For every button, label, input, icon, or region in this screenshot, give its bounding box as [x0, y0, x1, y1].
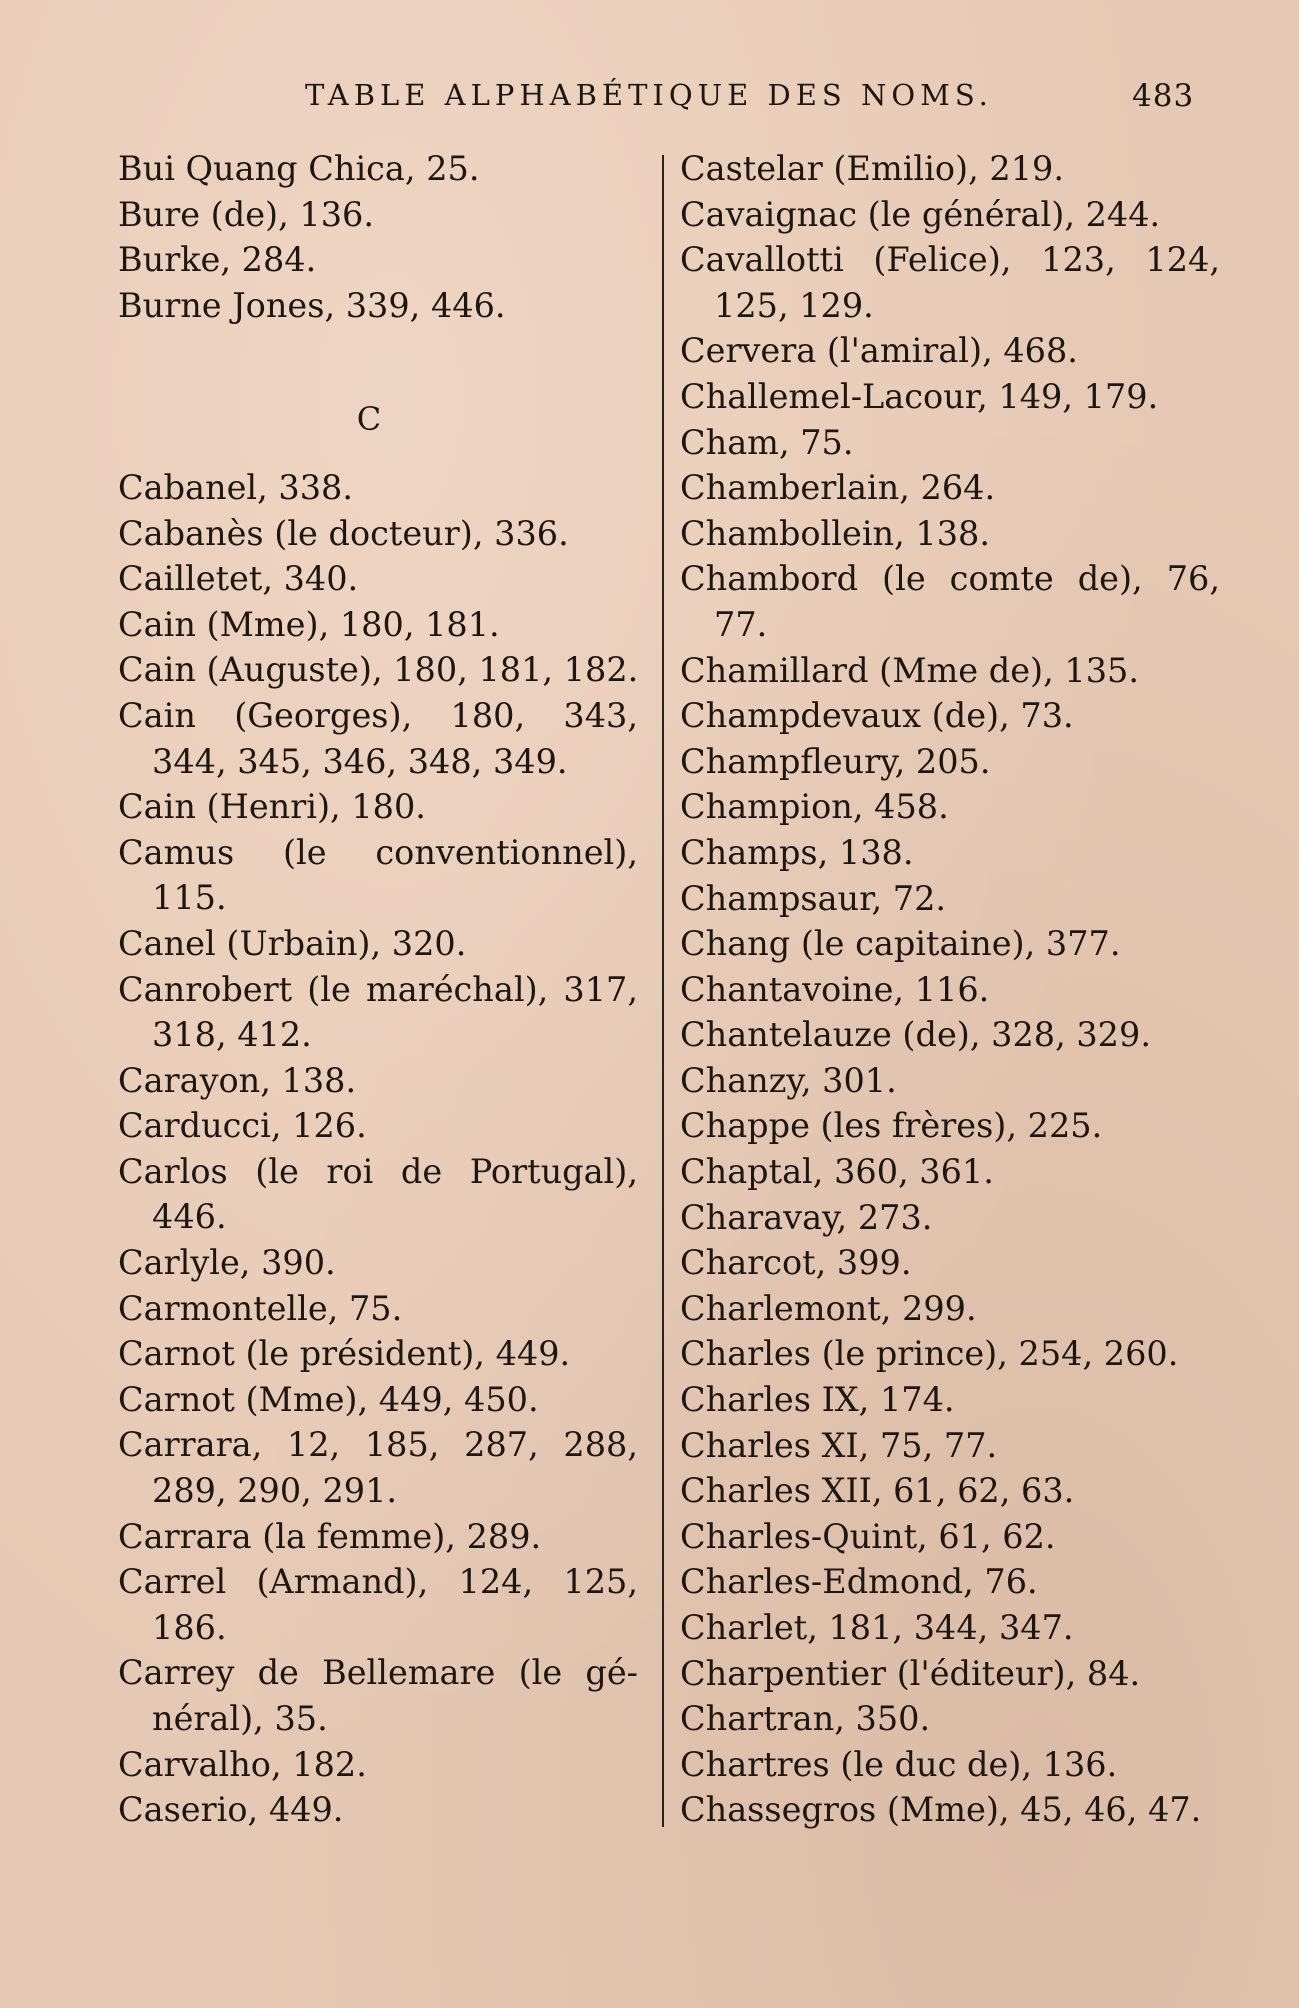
index-entry: [118, 1377, 638, 1423]
index-entry-line: Carrara, 12, 185, 287, 288,: [118, 1425, 638, 1465]
index-entry: [680, 1696, 1220, 1742]
index-entry-continuation: 125, 129.: [714, 285, 874, 325]
index-entry-line: Cain (Georges), 180, 343,: [118, 695, 638, 735]
index-entry-line: Cain (Henri), 180.: [118, 787, 426, 827]
index-entry: [680, 237, 1220, 328]
index-entry-line: Charpentier (l'éditeur), 84.: [680, 1653, 1141, 1693]
index-entry-line: Chantelauze (de), 328, 329.: [680, 1015, 1151, 1055]
index-entry-line: Cain (Mme), 180, 181.: [118, 604, 500, 644]
index-entry: [680, 1286, 1220, 1332]
index-entry-line: Charlemont, 299.: [680, 1288, 977, 1328]
index-entry-line: Carnot (Mme), 449, 450.: [118, 1379, 539, 1419]
index-entry-line: Chamberlain, 264.: [680, 468, 996, 508]
index-entry-line: Camus (le conventionnel),: [118, 832, 638, 872]
index-entry: [118, 830, 638, 921]
index-entry-line: Carlos (le roi de Portugal),: [118, 1151, 638, 1191]
index-entry-line: Castelar (Emilio), 219.: [680, 149, 1064, 188]
index-entry: [680, 1331, 1220, 1377]
index-entry-line: Champsaur, 72.: [680, 878, 947, 918]
index-entry-line: Charles XI, 75, 77.: [680, 1425, 998, 1465]
index-entry: [680, 556, 1220, 647]
index-entry: [680, 328, 1220, 374]
index-entry-line: Chantavoine, 116.: [680, 969, 990, 1009]
index-entry: [680, 1377, 1220, 1423]
index-entry-line: Cervera (l'amiral), 468.: [680, 331, 1078, 371]
index-entry-continuation: 77.: [714, 604, 768, 644]
index-entry: [680, 693, 1220, 739]
index-entry: [118, 1787, 638, 1833]
index-entry-line: Cavallotti (Felice), 123, 124,: [680, 240, 1220, 280]
index-entry-line: Carmontelle, 75.: [118, 1288, 403, 1328]
page-header: [0, 78, 1299, 118]
index-entry: [680, 1742, 1220, 1788]
index-entry: [118, 784, 638, 830]
index-entry: [680, 739, 1220, 785]
index-entry-line: Champfleury, 205.: [680, 741, 991, 781]
index-entry: [118, 237, 638, 283]
index-entry: [680, 1559, 1220, 1605]
index-entry: [680, 146, 1220, 192]
index-entry: [118, 146, 638, 192]
index-entry: [680, 1651, 1220, 1697]
index-entry-line: Charles (le prince), 254, 260.: [680, 1334, 1179, 1374]
index-entry-line: Chamillard (Mme de), 135.: [680, 650, 1140, 690]
index-entry-line: Cailletet, 340.: [118, 559, 359, 599]
index-entry: [680, 374, 1220, 420]
index-entry-line: Canel (Urbain), 320.: [118, 923, 467, 963]
index-entry-line: Burne Jones, 339, 446.: [118, 285, 506, 325]
index-entry: [680, 1012, 1220, 1058]
index-entry: [680, 1514, 1220, 1560]
index-entry-line: Charavay, 273.: [680, 1197, 933, 1237]
index-entry-line: Cham, 75.: [680, 422, 854, 462]
index-entry-line: Carducci, 126.: [118, 1106, 367, 1146]
index-entry-continuation: 344, 345, 346, 348, 349.: [152, 741, 568, 781]
index-entry: [680, 1423, 1220, 1469]
index-entry-line: Cabanel, 338.: [118, 467, 354, 507]
running-head: TABLE ALPHABÉTIQUE DES NOMS.: [305, 78, 993, 112]
index-entry: [680, 1605, 1220, 1651]
index-entry: [118, 967, 638, 1058]
index-entry: [118, 693, 638, 784]
index-entry-line: Charles XII, 61, 62, 63.: [680, 1471, 1075, 1511]
index-column-right: [680, 146, 1220, 1833]
index-entry: [680, 1240, 1220, 1286]
index-entry: [118, 1331, 638, 1377]
index-entry: [118, 1058, 638, 1104]
index-entry-line: Chaptal, 360, 361.: [680, 1152, 994, 1192]
index-entry-line: Challemel-Lacour, 149, 179.: [680, 376, 1159, 416]
index-entry: [118, 1240, 638, 1286]
index-entry-line: Canrobert (le maréchal), 317,: [118, 969, 638, 1009]
index-column-left: [118, 146, 638, 1833]
index-entry-line: Charles IX, 174.: [680, 1380, 955, 1420]
index-entry: [680, 967, 1220, 1013]
index-entry-line: Cabanès (le docteur), 336.: [118, 513, 569, 553]
index-entry-line: Carayon, 138.: [118, 1060, 357, 1100]
index-entry-line: Charles-Quint, 61, 62.: [680, 1516, 1056, 1556]
index-entry-continuation: néral), 35.: [152, 1699, 328, 1738]
index-entry: [118, 921, 638, 967]
index-entry: [680, 1195, 1220, 1241]
index-entry: [118, 556, 638, 602]
index-entry-line: Chang (le capitaine), 377.: [680, 924, 1121, 964]
index-entry-line: Charlet, 181, 344, 347.: [680, 1608, 1074, 1647]
column-divider: [662, 155, 664, 1827]
index-entry: [680, 830, 1220, 876]
index-entry-line: Chartran, 350.: [680, 1699, 931, 1739]
index-entry-line: Chambollein, 138.: [680, 513, 990, 553]
index-entry: [118, 1742, 638, 1788]
index-entry: [680, 1058, 1220, 1104]
index-entry: [118, 1103, 638, 1149]
index-entry-line: Bui Quang Chica, 25.: [118, 149, 480, 188]
index-entry: [118, 1559, 638, 1650]
index-entry: [118, 602, 638, 648]
index-entry: [680, 465, 1220, 511]
index-entry: [680, 1149, 1220, 1195]
index-entry: [680, 784, 1220, 830]
index-entry-line: Caserio, 449.: [118, 1790, 344, 1830]
index-entry-continuation: 115.: [152, 878, 227, 918]
index-entry-line: Chambord (le comte de), 76,: [680, 559, 1220, 599]
section-spacer: [118, 328, 638, 374]
index-entry-line: Champdevaux (de), 73.: [680, 696, 1074, 736]
index-entry: [118, 1650, 638, 1741]
index-entry-line: Charles-Edmond, 76.: [680, 1562, 1038, 1602]
index-entry-line: Chassegros (Mme), 45, 46, 47.: [680, 1790, 1202, 1830]
index-entry: [118, 1422, 638, 1513]
index-entry-line: Carrara (la femme), 289.: [118, 1516, 542, 1556]
index-entry: [118, 1286, 638, 1332]
index-entry: [118, 283, 638, 329]
index-entry: [680, 511, 1220, 557]
index-entry-line: Charcot, 399.: [680, 1243, 912, 1283]
index-entry-line: Champs, 138.: [680, 832, 914, 872]
index-entry-line: Bure (de), 136.: [118, 194, 374, 234]
page-number: 483: [1132, 78, 1195, 114]
index-entry-continuation: 446.: [152, 1197, 227, 1237]
index-entry-continuation: 186.: [152, 1607, 227, 1647]
index-entry-line: Burke, 284.: [118, 240, 317, 280]
index-entry: [118, 192, 638, 238]
index-entry-line: Champion, 458.: [680, 787, 949, 827]
section-letter-heading: C: [356, 399, 382, 438]
index-entry: [680, 921, 1220, 967]
index-entry: [680, 420, 1220, 466]
index-entry-continuation: 318, 412.: [152, 1015, 312, 1055]
index-entry: [118, 511, 638, 557]
index-entry: [680, 876, 1220, 922]
index-entry: [680, 1103, 1220, 1149]
index-entry: [118, 465, 638, 511]
index-entry: [680, 1787, 1220, 1833]
index-entry: [680, 192, 1220, 238]
index-entry-line: Carrel (Armand), 124, 125,: [118, 1562, 638, 1602]
index-entry-line: Chanzy, 301.: [680, 1060, 897, 1100]
index-entry-line: Carrey de Bellemare (le gé-: [118, 1653, 638, 1693]
index-entry-line: Cain (Auguste), 180, 181, 182.: [118, 650, 639, 690]
index-entry: [680, 648, 1220, 694]
index-entry-continuation: 289, 290, 291.: [152, 1471, 398, 1511]
index-entry-line: Chartres (le duc de), 136.: [680, 1744, 1118, 1784]
index-entry-line: Carnot (le président), 449.: [118, 1334, 571, 1374]
index-entry-line: Chappe (les frères), 225.: [680, 1106, 1103, 1146]
index-entry: [118, 647, 638, 693]
index-entry: [680, 1468, 1220, 1514]
index-entry-line: Carlyle, 390.: [118, 1243, 336, 1283]
index-entry: [118, 1149, 638, 1240]
index-entry-line: Carvalho, 182.: [118, 1744, 367, 1784]
index-entry: [118, 1514, 638, 1560]
index-entry-line: Cavaignac (le général), 244.: [680, 194, 1161, 234]
